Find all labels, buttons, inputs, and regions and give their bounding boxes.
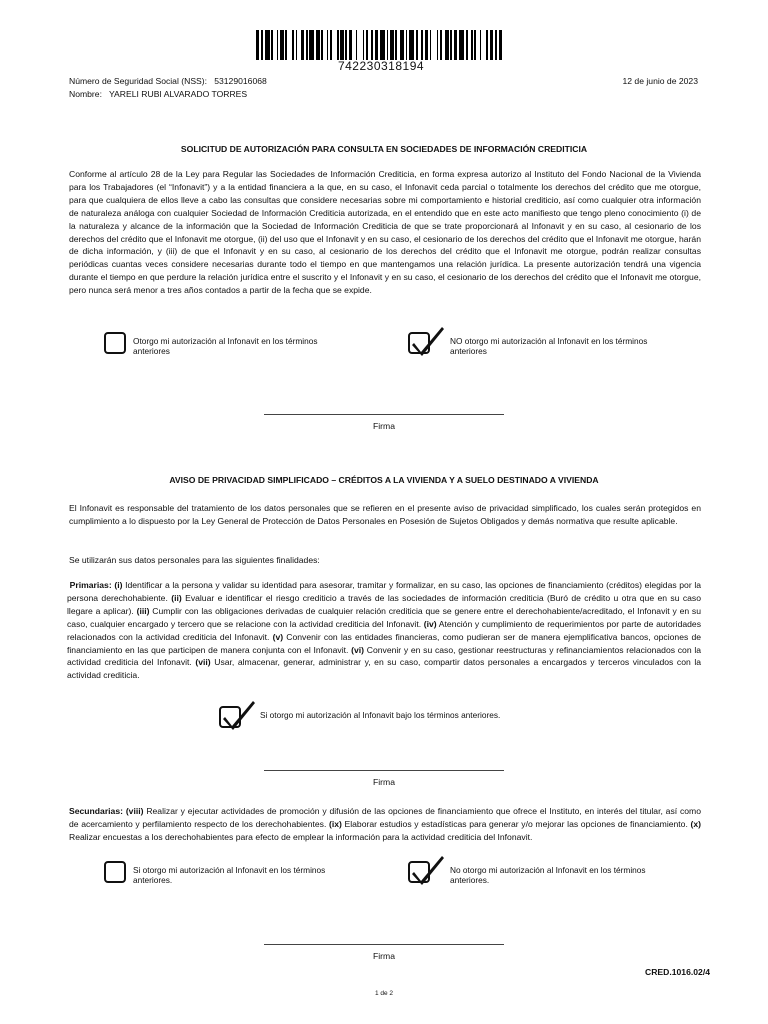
purpose-text: Atención y cumplimiento de requerimientos por parte de autoridades relacionados con la actividad crediticia del Infonavit. <box>67 618 701 642</box>
purpose-num: (iv) <box>423 618 437 629</box>
purpose-text: Elaborar estudios y estadísticas para generar y/o mejorar las opciones de financiamiento. <box>344 818 688 829</box>
privacy-intro: El Infonavit es responsable del tratamiento de los datos personales que se refieren en el presente aviso de privacidad simplificado, los cuales serán protegidos en cumplimiento a lo dispuesto por la Ley General de Protección de Datos Personales en Posesión de Sujetos Obligados y demás normativa que resulte aplicable. <box>69 503 701 526</box>
page-number: 1 de 2 <box>374 990 394 997</box>
section2-title: AVISO DE PRIVACIDAD SIMPLIFICADO – CRÉDITOS A LA VIVIENDA Y A SUELO DESTINADO A VIVIENDA <box>169 475 599 485</box>
purposes-intro: Se utilizarán sus datos personales para las siguientes finalidades: <box>69 555 320 565</box>
purpose-text: Identificar a la persona y validar su identidad para asesorar, tramitar y formalizar, en su caso, las opciones de financiamiento (créditos) elegidas por la persona derechohabiente. <box>67 580 702 603</box>
purpose-text: Cumplir con las obligaciones derivadas de cualquier relación crediticia que se genere entre el derechohabiente/acreditado, el Infonavit y en su caso, cualquier encargado y tercero que se relacione con la actividad crediticia del Infonavit. <box>67 605 702 629</box>
purpose-num: (ix) <box>328 818 342 829</box>
purpose-num: (x) <box>690 818 701 829</box>
signature-label-2: Firma <box>373 777 395 787</box>
primary-heading: Primarias: <box>69 580 112 590</box>
section1-body: Conforme al artículo 28 de la Ley para Regular las Sociedades de Información Crediticia, en forma expresa autorizo al Instituto del Fondo Nacional de la Vivienda para los Trabajadores (el “Infonavit”) y a la entidad financiera a la que, en su caso, el Infonavit ceda parcial o totalmente los derechos del crédito que me otorgue, para que cualquiera de ellos lleve a cabo las consultas que considere necesarias sobre mi comportamiento e historial crediticio, así como cualquier otra información de naturaleza análoga con cualquier Sociedad de Información Crediticia autorizada, en el entendido que en este acto manifiesto que tengo pleno conocimiento (i) de la naturaleza y alcance de la información que la Sociedad de Información Crediticia de que se trate proporcionará al Infonavit y en su caso, al cesionario de los derechos del crédito que el Infonavit me otorgue, (ii) del uso que el Infonavit y en su caso, el cesionario de los derechos del crédito que el Infonavit me otorgue, harán de dicha información, y (iii) de que el Infonavit y en su caso, al cesionario de los derechos del crédito que el Infonavit me otorgue, podrán realizar consultas periódicas cuantas veces considere necesarias durante todo el tiempo en que mantengamos una relación jurídica. La presente autorización tendrá una vigencia durante el tiempo en que perdure la relación jurídica entre el suscrito y el Infonavit y en su caso, el cesionario de los derechos del crédito que el Infonavit me otorgue, pero nunca será menor a tres años contados a partir de la fecha que se expide. <box>69 169 701 296</box>
purpose-num: (viii) <box>125 806 144 816</box>
secondary-no-checkbox[interactable] <box>408 861 430 883</box>
signature-label-3: Firma <box>373 951 395 961</box>
secondary-no-label: No otorgo mi autorización al Infonavit en los términos anteriores. <box>450 865 646 885</box>
barcode-number: 742230318194 <box>337 59 425 73</box>
name-line <box>69 89 247 99</box>
primary-consent-checkbox[interactable] <box>219 706 241 728</box>
signature-line-2 <box>264 770 504 771</box>
purpose-num: (v) <box>272 631 284 642</box>
document-date: 12 de junio de 2023 <box>622 76 698 86</box>
name-value: YARELI RUBI ALVARADO TORRES <box>108 89 248 99</box>
signature-line-1 <box>264 414 504 415</box>
consent-yes-checkbox[interactable] <box>104 332 126 354</box>
signature-line-3 <box>264 944 504 945</box>
consent-no-checkbox[interactable] <box>408 332 430 354</box>
consent-no-label: NO otorgo mi autorización al Infonavit en los términos anteriores <box>450 336 648 356</box>
secondary-yes-checkbox[interactable] <box>104 861 126 883</box>
checkmark-icon <box>411 325 445 359</box>
purpose-num: (vi) <box>351 644 365 655</box>
nss-label: Número de Seguridad Social (NSS): <box>69 76 208 86</box>
secondary-heading: Secundarias: <box>69 806 123 816</box>
checkmark-icon <box>411 854 445 888</box>
signature-label-1: Firma <box>373 421 395 431</box>
secondary-yes-label: Si otorgo mi autorización al Infonavit en los términos anteriores. <box>133 865 326 885</box>
purpose-num: (ii) <box>171 592 182 603</box>
purpose-text: Evaluar e identificar el riesgo crediticio a través de las sociedades de información crediticia (Buró de crédito u otra que en su caso llegare a aplicar). <box>67 592 701 616</box>
purpose-num: (iii) <box>136 605 150 616</box>
nss-value: 53129016068 <box>214 76 267 86</box>
name-label: Nombre: <box>69 89 102 99</box>
primary-purposes <box>67 579 701 682</box>
purpose-text: Usar, almacenar, generar, administrar y, en su caso, compartir datos personales a encargados y terceros vinculados con la actividad crediticia. <box>67 657 702 681</box>
purpose-num: (vii) <box>195 657 211 668</box>
secondary-purposes <box>69 805 701 844</box>
consent-yes-label: Otorgo mi autorización al Infonavit en los términos anteriores <box>133 336 318 356</box>
checkmark-icon <box>222 699 256 733</box>
nss-line <box>69 76 267 86</box>
purpose-text: Convenir con las entidades financieras, como pudieran ser de manera ejemplificativa bancos, opciones de financiamiento en las que participen de manera conjunta con el Infonavit. <box>67 631 702 655</box>
purpose-text: Realizar y ejecutar actividades de promoción y difusión de las opciones de financiamiento que ofrece el Instituto, en interés del titular, así como de acercamiento y perfilamiento respecto de los derechohabientes. <box>69 806 701 829</box>
purpose-text: Convenir y en su caso, gestionar reestructuras y refinanciamientos relacionados con la actividad crediticia del Infonavit. <box>67 644 702 668</box>
section1-title: SOLICITUD DE AUTORIZACIÓN PARA CONSULTA EN SOCIEDADES DE INFORMACIÓN CREDITICIA <box>180 144 588 154</box>
form-code: CRED.1016.02/4 <box>645 967 710 977</box>
purpose-text: Realizar encuestas a los derechohabientes para efecto de emplear la información para la actividad crediticia del Infonavit. <box>69 831 533 842</box>
barcode <box>256 30 506 60</box>
purpose-num: (i) <box>114 580 123 590</box>
primary-consent-label: Si otorgo mi autorización al Infonavit bajo los términos anteriores. <box>260 710 501 720</box>
